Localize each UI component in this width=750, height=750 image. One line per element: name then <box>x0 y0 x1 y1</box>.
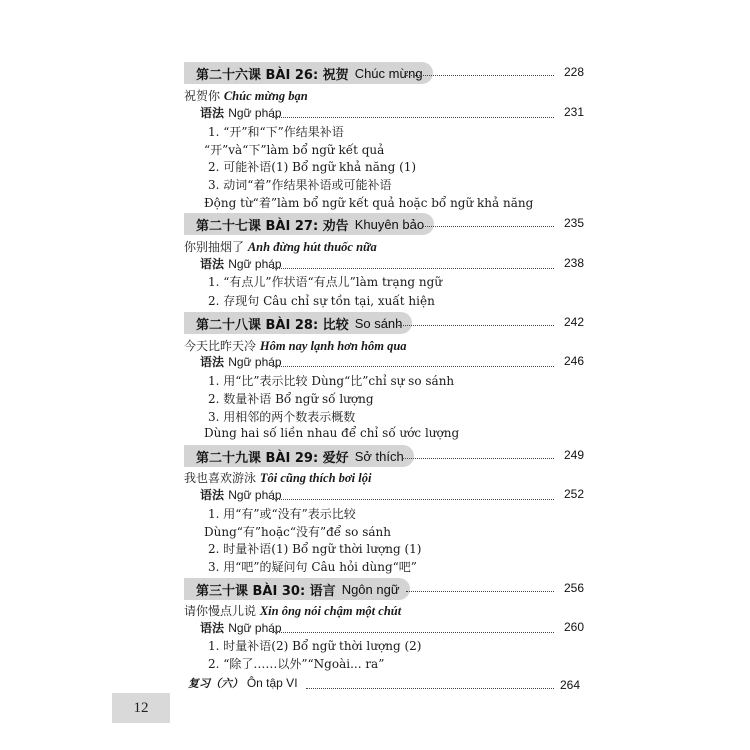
page-ref: 249 <box>563 448 584 462</box>
lesson-sentence <box>184 602 401 619</box>
page-ref: 238 <box>563 256 584 270</box>
page-ref: 228 <box>563 65 584 79</box>
lesson-title-box <box>184 445 414 467</box>
grammar-item: 1. 时量补语(2) Bổ ngữ thời lượng (2) <box>208 639 422 653</box>
lesson-sentence <box>184 238 377 255</box>
grammar-item: 2. 存现句 Câu chỉ sự tồn tại, xuất hiện <box>208 294 435 308</box>
grammar-item: 3. 用“吧”的疑问句 Câu hỏi dùng“吧” <box>208 560 417 574</box>
sentence-zh: 祝贺你 <box>184 89 221 103</box>
leader-dots <box>402 458 554 459</box>
lesson-sentence <box>184 87 308 104</box>
lesson-title-vi: So sánh <box>354 315 403 331</box>
page-ref: 246 <box>563 354 584 368</box>
grammar-label: 语法 Ngữ pháp <box>200 106 282 120</box>
sentence-zh: 我也喜欢游泳 <box>184 471 257 485</box>
lesson-sentence <box>184 469 371 486</box>
page-ref: 242 <box>563 315 584 329</box>
grammar-item: 2. 数量补语 Bổ ngữ số lượng <box>208 392 374 406</box>
lesson-title-vi: Chúc mừng <box>354 65 423 81</box>
sentence-vi: Hôm nay lạnh hơn hôm qua <box>259 339 407 353</box>
grammar-item: 2. “除了……以外”“Ngoài... ra” <box>208 657 385 671</box>
leader-dots <box>272 268 554 269</box>
grammar-entry[interactable] <box>200 619 584 635</box>
sentence-vi: Chúc mừng bạn <box>223 89 308 103</box>
grammar-entry[interactable] <box>200 486 584 502</box>
leader-dots <box>272 632 554 633</box>
lesson-title-vi: Sở thích <box>354 448 404 464</box>
grammar-item: 2. 时量补语(1) Bổ ngữ thời lượng (1) <box>208 542 422 556</box>
lesson-title-vi: Ngôn ngữ <box>341 581 400 597</box>
review-zh: 复习（六） <box>188 677 243 690</box>
sentence-vi: Tôi cũng thích bơi lội <box>259 471 372 485</box>
grammar-item: 1. 用“有”或“没有”表示比较 <box>208 507 356 521</box>
sentence-zh: 你别抽烟了 <box>184 240 245 254</box>
grammar-item: “开”và“下”làm bổ ngữ kết quả <box>204 143 385 157</box>
leader-dots <box>422 226 554 227</box>
lesson-title: 第二十九课 BÀI 29: 爱好 <box>196 450 349 466</box>
leader-dots <box>306 688 554 689</box>
leader-dots <box>406 75 554 76</box>
review-entry[interactable] <box>188 675 298 691</box>
page-ref: 235 <box>563 216 584 230</box>
lesson-title-box <box>184 62 433 84</box>
lesson-title: 第二十六课 BÀI 26: 祝贺 <box>196 67 349 83</box>
sentence-vi: Anh đừng hút thuốc nữa <box>247 240 377 254</box>
lesson-30-heading[interactable] <box>184 578 584 600</box>
grammar-item: Dùng hai số liền nhau để chỉ số ước lượng <box>204 426 460 440</box>
grammar-label: 语法 Ngữ pháp <box>200 257 282 271</box>
sentence-zh: 请你慢点儿说 <box>184 604 257 618</box>
grammar-item: 2. 可能补语(1) Bổ ngữ khả năng (1) <box>208 160 417 174</box>
grammar-item: 1. “开”和“下”作结果补语 <box>208 125 344 139</box>
sentence-zh: 今天比昨天冷 <box>184 339 257 353</box>
lesson-title: 第二十七课 BÀI 27: 劝告 <box>196 218 349 234</box>
lesson-title: 第二十八课 BÀI 28: 比较 <box>196 317 349 333</box>
leader-dots <box>272 366 554 367</box>
page-ref: 260 <box>563 620 584 634</box>
lesson-sentence <box>184 337 407 354</box>
grammar-item: 1. 用“比”表示比较 Dùng“比”chỉ sự so sánh <box>208 374 455 388</box>
grammar-label: 语法 Ngữ pháp <box>200 488 282 502</box>
grammar-entry[interactable] <box>200 104 584 120</box>
grammar-label: 语法 Ngữ pháp <box>200 621 282 635</box>
grammar-item: 3. 动词“着”作结果补语或可能补语 <box>208 178 392 192</box>
lesson-title-box <box>184 213 434 235</box>
lesson-28-heading[interactable] <box>184 312 584 334</box>
leader-dots <box>272 117 554 118</box>
leader-dots <box>398 325 554 326</box>
leader-dots <box>406 591 554 592</box>
leader-dots <box>272 499 554 500</box>
grammar-item: 1. “有点儿”作状语“有点儿”làm trạng ngữ <box>208 275 443 289</box>
lesson-26-heading[interactable] <box>184 62 584 84</box>
lesson-title-vi: Khuyên bảo <box>354 216 425 232</box>
sentence-vi: Xin ông nói chậm một chút <box>259 604 402 618</box>
page-ref: 256 <box>563 581 584 595</box>
lesson-27-heading[interactable] <box>184 213 584 235</box>
lesson-29-heading[interactable] <box>184 445 584 467</box>
lesson-title-box <box>184 578 410 600</box>
grammar-entry[interactable] <box>200 255 584 271</box>
page-ref: 231 <box>563 105 584 119</box>
grammar-item: 3. 用相邻的两个数表示概数 <box>208 410 356 424</box>
lesson-title: 第三十课 BÀI 30: 语言 <box>196 583 336 599</box>
grammar-item: Động từ“着”làm bổ ngữ kết quả hoặc bổ ngữ khả năng <box>204 196 534 210</box>
grammar-item: Dùng“有”hoặc“没有”để so sánh <box>204 525 391 539</box>
grammar-label: 语法 Ngữ pháp <box>200 355 282 369</box>
lesson-title-box <box>184 312 412 334</box>
grammar-entry[interactable] <box>200 353 584 369</box>
review-page-ref: 264 <box>560 678 581 692</box>
review-vi: Ôn tập VI <box>246 676 298 690</box>
page-number: 12 <box>112 693 170 723</box>
page-ref: 252 <box>563 487 584 501</box>
